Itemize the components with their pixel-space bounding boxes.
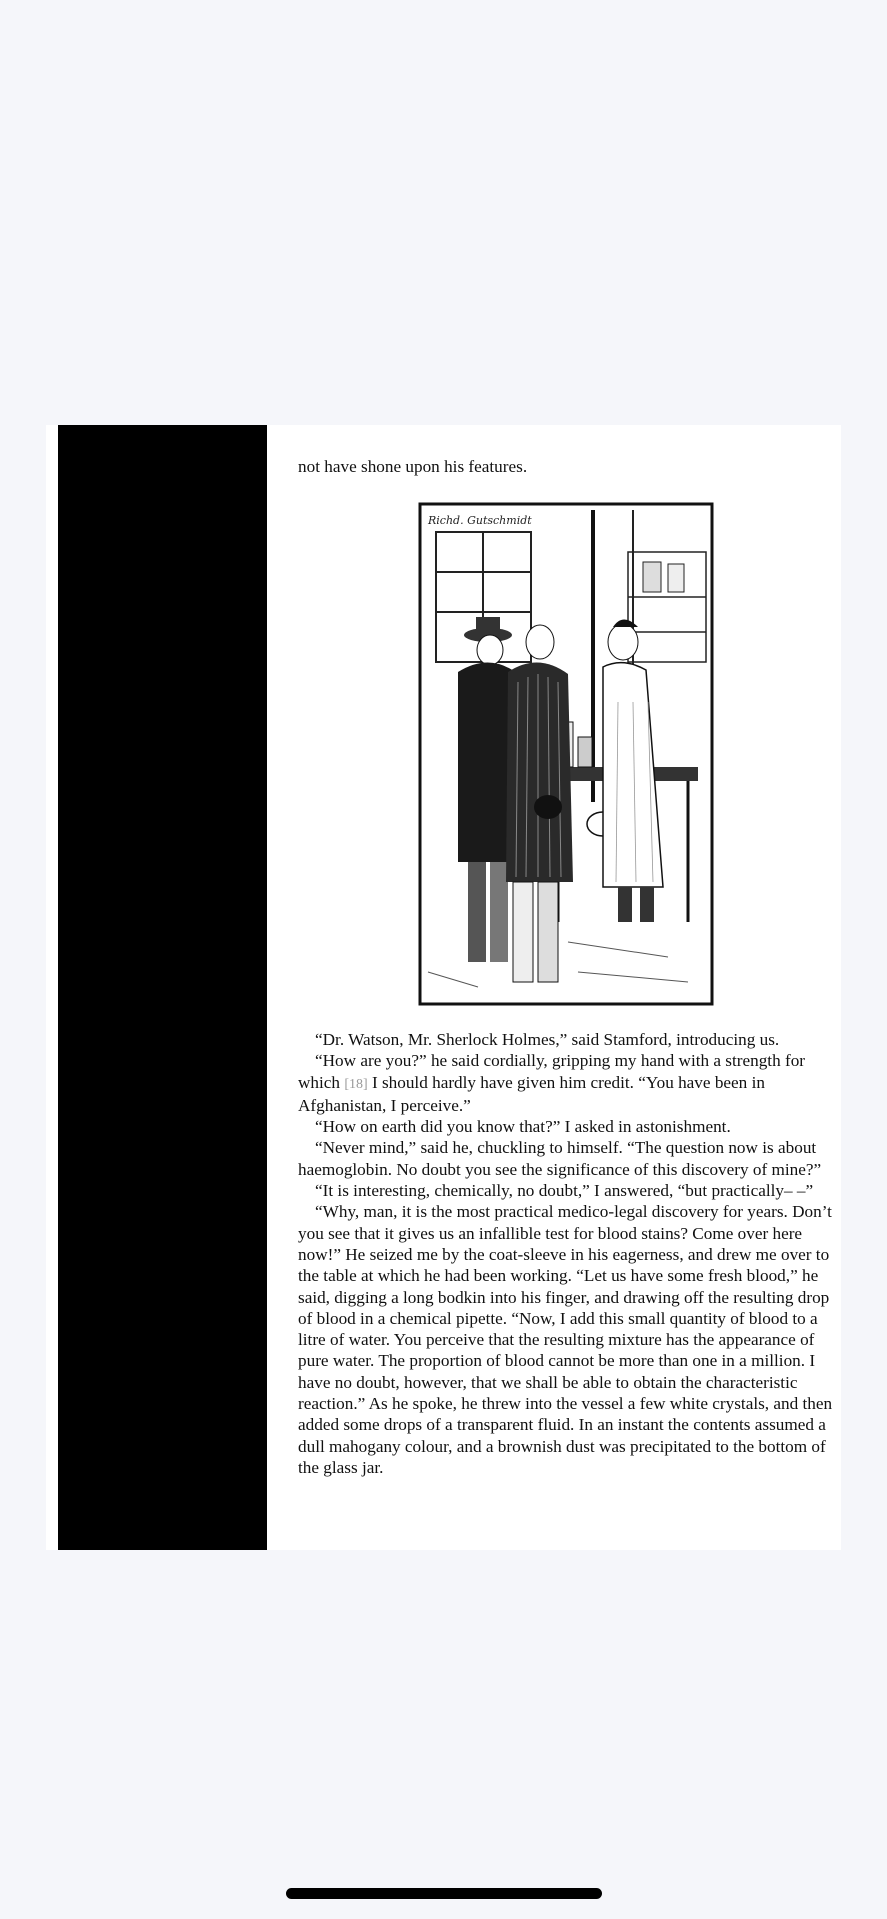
- paragraph-text: “How are you?” he said cordially, gripping my hand with a strength for which: [298, 1051, 806, 1092]
- paragraph: [298, 1050, 833, 1116]
- artist-signature: Richd. Gutschmidt: [428, 514, 532, 527]
- text-column: [298, 425, 828, 477]
- illustration-image: [418, 502, 714, 1007]
- home-indicator[interactable]: [286, 1888, 602, 1899]
- black-margin-panel: [58, 425, 267, 1550]
- page-number-marker: [18]: [344, 1076, 368, 1092]
- body-text: [298, 1029, 833, 1478]
- first-line-text: not have shone upon his features.: [298, 457, 528, 476]
- paragraph: “How on earth did you know that?” I asked in astonishment.: [315, 1117, 731, 1137]
- paragraph: “It is interesting, chemically, no doubt,” I answered, “but practically– –”: [315, 1181, 814, 1201]
- paragraph-text: I should hardly have given him credit. “You have been in Afghanistan, I perceive.”: [298, 1072, 765, 1115]
- paragraph: “Dr. Watson, Mr. Sherlock Holmes,” said Stamford, introducing us.: [315, 1030, 780, 1049]
- book-page: [46, 425, 841, 1550]
- paragraph: “Why, man, it is the most practical medico-legal discovery for years. Don’t you see that it gives us an infallible test for blood stains? Come over here now!” He seized me by the coat-sleeve in his eagerness, and drew me over to the table at which he had been working. “Let us have some fresh blood,” he said, digging a long bodkin into his finger, and drawing off the resulting drop of blood in a chemical pipette. “Now, I add this small quantity of blood to a litre of water. You perceive that the resulting mixture has the appearance of pure water. The proportion of blood cannot be more than one in a million. I have no doubt, however, that we shall be able to obtain the characteristic reaction.” As he spoke, he threw into the vessel a few white crystals, and then added some drops of a transparent fluid. In an instant the contents assumed a dull mahogany colour, and a brownish dust was precipitated to the bottom of the glass jar.: [298, 1202, 833, 1477]
- paragraph: “Never mind,” said he, chuckling to himself. “The question now is about haemoglobin. No doubt you see the significance of this discovery of mine?”: [298, 1138, 822, 1179]
